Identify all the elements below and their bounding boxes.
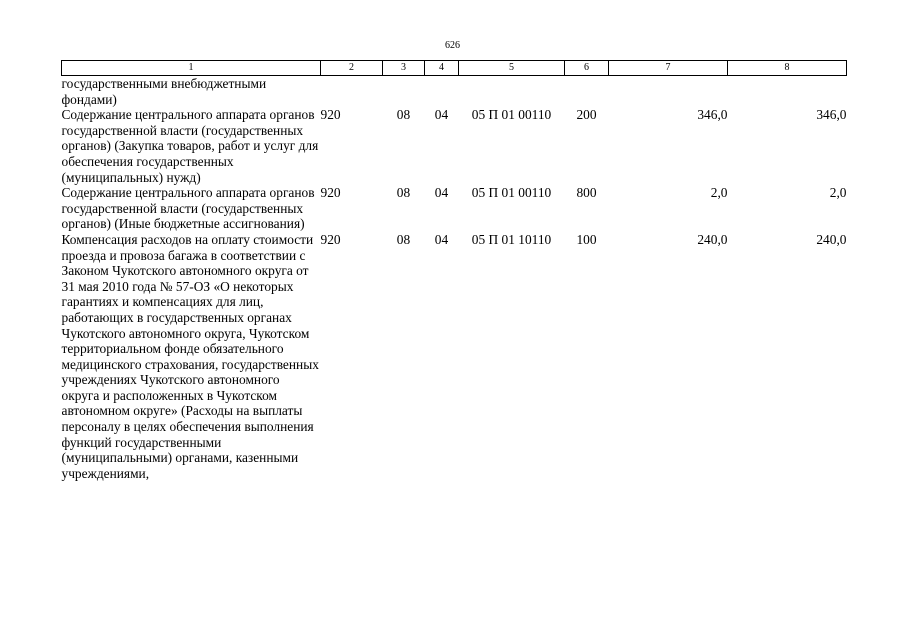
row-amount-2: 2,0 [829, 185, 847, 201]
row-target-article: 05 П 01 00110 [471, 185, 552, 201]
row-expense-type: 100 [576, 231, 597, 247]
row-ministry-code: 920 [320, 185, 341, 201]
budget-table [61, 60, 847, 481]
row-section-code [383, 76, 425, 108]
row-amount-2 [728, 76, 847, 108]
row-ministry-code: 920 [320, 107, 341, 123]
row-target-article: 05 П 01 00110 [471, 107, 552, 123]
row-amount-1 [609, 76, 728, 108]
row-expense-type [565, 76, 609, 108]
row-section-code: 08 [396, 107, 411, 123]
header-col-6: 6 [565, 61, 609, 76]
row-expense-type: 800 [576, 185, 597, 201]
header-col-5: 5 [459, 61, 565, 76]
table-row [62, 107, 847, 185]
header-col-7: 7 [609, 61, 728, 76]
row-amount-2: 240,0 [816, 231, 847, 247]
row-name: государственными внебюджетными фондами) [61, 76, 267, 107]
row-name: Содержание центрального аппарата органов государственной власти (государственных органов) (Закупка товаров, работ и услуг для обеспечения государственных (муниципальных) нужд) [61, 107, 319, 185]
row-subsection-code: 04 [434, 107, 449, 123]
row-amount-1: 346,0 [697, 107, 728, 123]
table-row [62, 232, 847, 482]
header-col-3: 3 [383, 61, 425, 76]
row-target-article: 05 П 01 10110 [471, 231, 552, 247]
row-subsection-code: 04 [434, 185, 449, 201]
header-col-8: 8 [728, 61, 847, 76]
row-ministry-code: 920 [320, 231, 341, 247]
row-expense-type: 200 [576, 107, 597, 123]
header-col-1: 1 [62, 61, 321, 76]
row-name: Содержание центрального аппарата органов государственной власти (государственных органов) (Иные бюджетные ассигнования) [61, 185, 315, 232]
header-col-2: 2 [321, 61, 383, 76]
row-subsection-code: 04 [434, 231, 449, 247]
row-section-code: 08 [396, 231, 411, 247]
header-col-4: 4 [425, 61, 459, 76]
table-row [62, 76, 847, 108]
row-name: Компенсация расходов на оплату стоимости проезда и провоза багажа в соответствии с Законом Чукотского автономного округа от 31 мая 2010 года № 57-ОЗ «О некоторых гарантиях и компенсациях для лиц, работающих в государственных органах Чукотского автономного округа, Чукотском территориальном фонде обязательного медицинского страхования, государственных учреждениях Чукотского автономного округа и расположенных в Чукотском автономном округе» (Расходы на выплаты персоналу в целях обеспечения выполнения функций государственными (муниципальными) органами, казенными учреждениями, [61, 231, 319, 481]
row-ministry-code [321, 76, 383, 108]
header-row [62, 61, 847, 76]
page-number: 626 [445, 40, 460, 51]
row-amount-1: 240,0 [697, 231, 728, 247]
row-section-code: 08 [396, 185, 411, 201]
row-amount-2: 346,0 [816, 107, 847, 123]
row-amount-1: 2,0 [710, 185, 728, 201]
row-subsection-code [425, 76, 459, 108]
row-target-article [459, 76, 565, 108]
table-row [62, 185, 847, 232]
